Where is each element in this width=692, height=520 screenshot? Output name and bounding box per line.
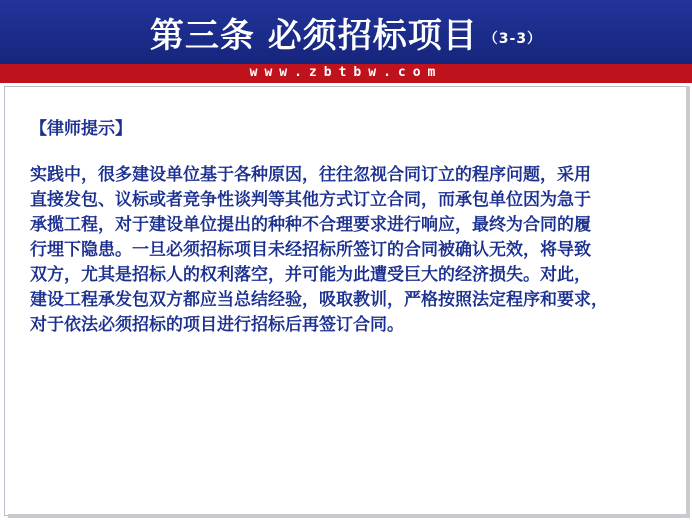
title-subtitle: （3-3）: [483, 31, 543, 47]
header-bar: [0, 0, 692, 64]
website-url: www.zbtbw.com: [249, 65, 443, 80]
section-heading: 【律师提示】: [30, 119, 132, 139]
body-text-line: 直接发包、议标或者竞争性谈判等其他方式订立合同，而承包单位因为急于: [30, 190, 591, 210]
body-text-line: 建设工程承发包双方都应当总结经验，吸取教训，严格按照法定程序和要求，: [30, 290, 608, 310]
frame-shadow-bottom: [8, 514, 690, 518]
url-bar: [0, 64, 692, 83]
page-title: [0, 8, 692, 57]
body-text-line: 承揽工程，对于建设单位提出的种种不合理要求进行响应，最终为合同的履: [30, 215, 591, 235]
body-text-line: 实践中，很多建设单位基于各种原因，往往忽视合同订立的程序问题，采用: [30, 165, 591, 185]
body-text-line: 双方，尤其是招标人的权利落空，并可能为此遭受巨大的经济损失。对此，: [30, 265, 591, 285]
body-text-line: 行埋下隐患。一旦必须招标项目未经招标所签订的合同被确认无效，将导致: [30, 240, 591, 260]
body-text-line: 对于依法必须招标的项目进行招标后再签订合同。: [30, 315, 404, 335]
frame-shadow-right: [686, 86, 690, 516]
title-main: 第三条 必须招标项目: [149, 16, 478, 56]
